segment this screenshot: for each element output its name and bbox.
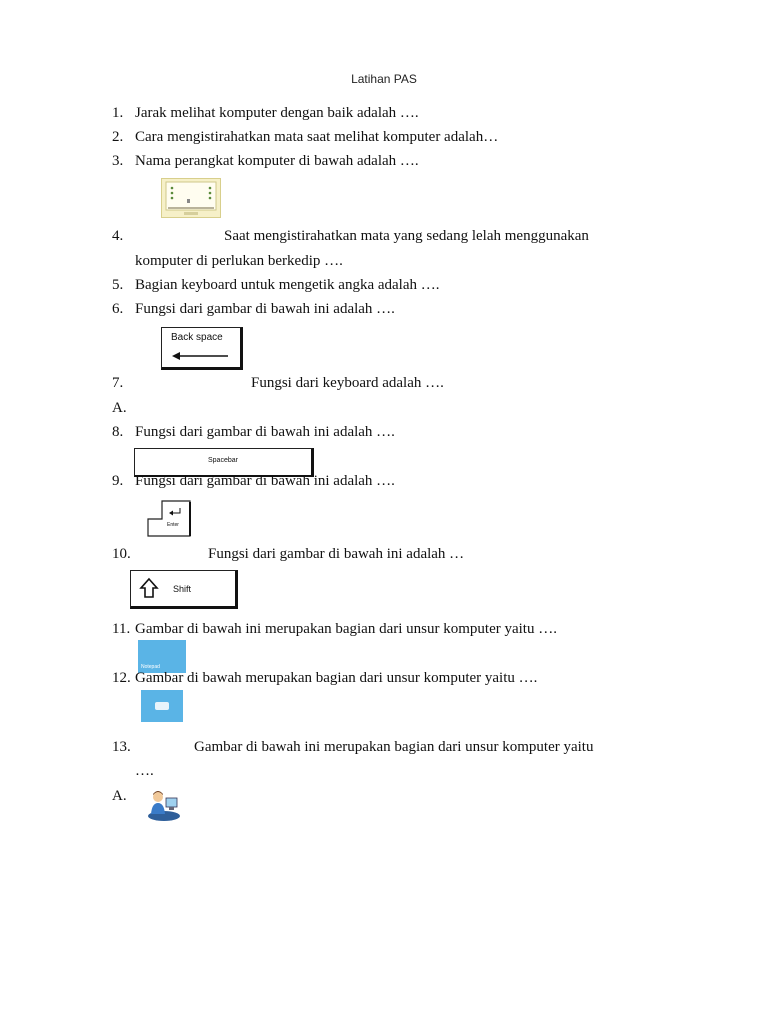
q2-text: Cara mengistirahatkan mata saat melihat komputer adalah… [135, 129, 499, 145]
shift-arrow-icon [137, 575, 167, 605]
q4-number: 4. [112, 228, 124, 244]
q7-answer-a: A. [112, 400, 127, 416]
enter-key-label: Enter [167, 522, 179, 528]
q9-number: 9. [112, 473, 124, 489]
q6-text: Fungsi dari gambar di bawah ini adalah …. [135, 301, 395, 317]
page-title: Latihan PAS [351, 72, 417, 86]
q10-number: 10. [112, 546, 131, 562]
q13-text: Gambar di bawah ini merupakan bagian dari unsur komputer yaitu [194, 739, 594, 755]
shift-key-image [130, 570, 238, 609]
keyboard-tile-image [141, 690, 183, 722]
q6-number: 6. [112, 301, 124, 317]
keyboard-icon [141, 690, 183, 722]
q8-number: 8. [112, 424, 124, 440]
q13-number: 13. [112, 739, 131, 755]
q11-number: 11. [112, 621, 131, 637]
arrow-left-icon [162, 328, 240, 367]
q5-number: 5. [112, 277, 124, 293]
shift-key-label: Shift [173, 584, 192, 594]
q3-text: Nama perangkat komputer di bawah adalah …. [135, 153, 419, 169]
enter-key-shape [146, 499, 194, 539]
q7-number: 7. [112, 375, 124, 391]
q12-number: 12. [112, 670, 131, 686]
q9-text: Fungsi dari gambar di bawah ini adalah …. [135, 473, 395, 489]
q12-text: Gambar di bawah merupakan bagian dari unsur komputer yaitu …. [135, 670, 538, 686]
q11-text: Gambar di bawah ini merupakan bagian dari unsur komputer yaitu …. [135, 621, 557, 637]
q1-text: Jarak melihat komputer dengan baik adalah …. [135, 105, 419, 121]
backspace-key-label: Back space [171, 332, 223, 343]
q4-text: Saat mengistirahatkan mata yang sedang lelah menggunakan [224, 228, 589, 244]
backspace-key-image [161, 327, 243, 370]
q7-text: Fungsi dari keyboard adalah …. [251, 375, 444, 391]
enter-key-image [146, 499, 194, 539]
q3-number: 3. [112, 153, 124, 169]
user-computer-icon [146, 788, 182, 822]
monitor-screen-image [161, 178, 221, 218]
computer-user-image [146, 788, 182, 822]
q2-number: 2. [112, 129, 124, 145]
q4-text-continued: komputer di perlukan berkedip …. [135, 253, 343, 269]
q10-text: Fungsi dari gambar di bawah ini adalah … [208, 546, 465, 562]
spacebar-key-label: Spacebar [208, 457, 238, 464]
q8-text: Fungsi dari gambar di bawah ini adalah …. [135, 424, 395, 440]
q1-number: 1. [112, 105, 124, 121]
q5-text: Bagian keyboard untuk mengetik angka adalah …. [135, 277, 440, 293]
q13-answer-a: A. [112, 788, 127, 804]
notepad-tile-label: Notepad [141, 664, 160, 670]
q13-text-continued: …. [135, 763, 154, 779]
monitor-icon [162, 179, 220, 217]
